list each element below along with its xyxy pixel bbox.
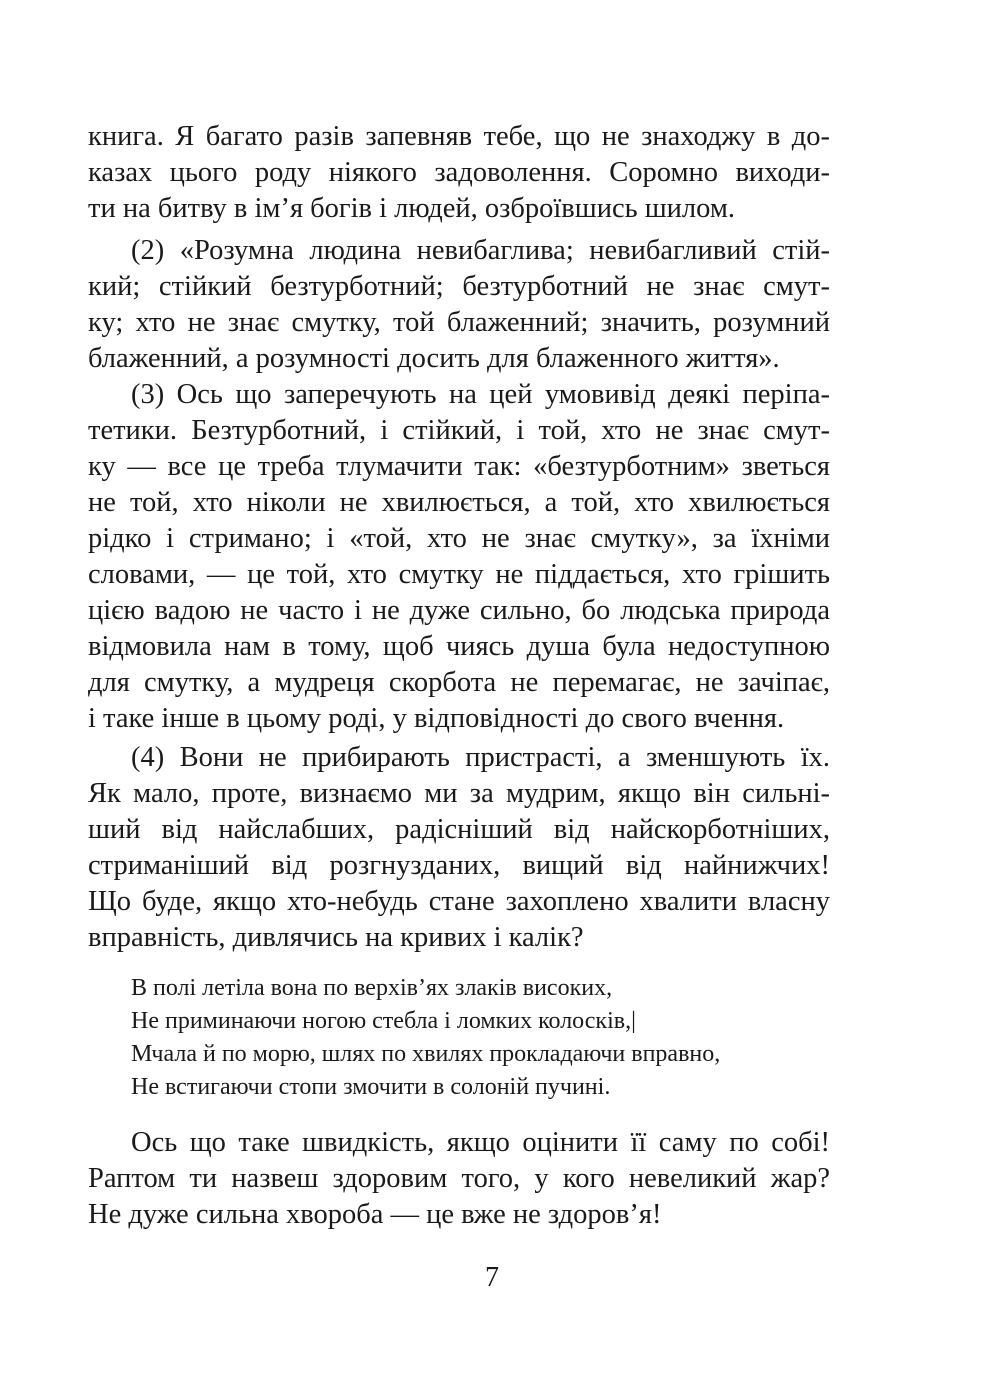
text-line: книга. Я багато разів запевняв тебе, що не знаходжу в до- bbox=[88, 121, 830, 152]
text-line: Не дуже сильна хвороба — це вже не здоров’я! bbox=[88, 1199, 662, 1230]
text-line: рідко і стримано; і «той, хто не знає смутку», за їхніми bbox=[88, 523, 830, 554]
text-line: словами, — це той, хто смутку не піддається, хто грішить bbox=[88, 559, 830, 590]
text-line: і таке інше в цьому роді, у відповідності до свого вчення. bbox=[88, 703, 785, 734]
verse-line: Мчала й по морю, шлях по хвилях прокладаючи вправно, bbox=[131, 1041, 721, 1067]
verse-line: Не приминаючи ногою стебла і ломких колосків,| bbox=[131, 1008, 636, 1034]
text-line: відмовила нам в тому, щоб чиясь душа була недоступною bbox=[88, 631, 830, 662]
verse-line: В полі летіла вона по верхів’ях злаків високих, bbox=[131, 975, 613, 1001]
text-line: ку; хто не знає смутку, той блаженний; значить, розумний bbox=[88, 307, 830, 338]
text-line: вправність, дивлячись на кривих і калік? bbox=[88, 922, 584, 953]
text-line: тетики. Безтурботний, і стійкий, і той, хто не знає смут- bbox=[88, 415, 830, 446]
text-line: стриманіший від розгнузданих, вищий від найнижчих! bbox=[88, 850, 830, 881]
text-line: Що буде, якщо хто-небудь стане захоплено хвалити власну bbox=[88, 886, 830, 917]
text-line: Раптом ти назвеш здоровим того, у кого невеликий жар? bbox=[88, 1163, 830, 1194]
text-line: блаженний, а розумності досить для блаженного життя». bbox=[88, 343, 780, 374]
verse-line: Не встигаючи стопи змочити в солоній пучині. bbox=[131, 1074, 611, 1100]
text-line: Як мало, проте, визнаємо ми за мудрим, якщо він сильні- bbox=[88, 778, 830, 809]
text-line: для смутку, а мудреця скорбота не перемагає, не зачіпає, bbox=[88, 667, 830, 698]
text-line: казах цього роду ніякого задоволення. Соромно виходи- bbox=[88, 157, 830, 188]
text-line: не той, хто ніколи не хвилюється, а той, хто хвилюється bbox=[88, 487, 830, 518]
text-line: ти на битву в ім’я богів і людей, озброївшись шилом. bbox=[88, 193, 736, 224]
text-line: цією вадою не часто і не дуже сильно, бо людська природа bbox=[88, 595, 830, 626]
text-line: кий; стійкий безтурботний; безтурботний не знає смут- bbox=[88, 271, 830, 302]
text-line: (2) «Розумна людина невибаглива; невибагливий стій- bbox=[131, 235, 830, 266]
text-line: Ось що таке швидкість, якщо оцінити її саму по собі! bbox=[131, 1127, 830, 1158]
text-line: ку — все це треба тлумачити так: «безтурботним» зветься bbox=[88, 451, 830, 482]
page-number: 7 bbox=[485, 1262, 499, 1293]
text-line: ший від найслабших, радісніший від найскорботніших, bbox=[88, 814, 830, 845]
text-line: (3) Ось що заперечують на цей умовивід деякі періпа- bbox=[131, 379, 830, 410]
text-line: (4) Вони не прибирають пристрасті, а зменшують їх. bbox=[131, 742, 830, 773]
